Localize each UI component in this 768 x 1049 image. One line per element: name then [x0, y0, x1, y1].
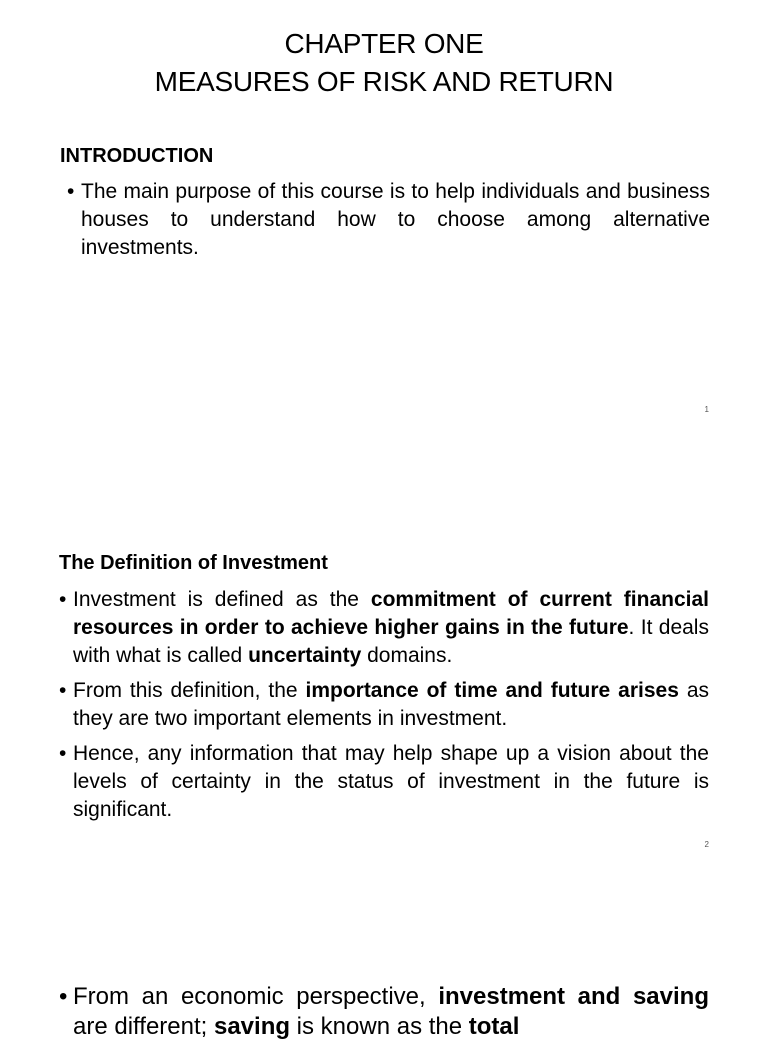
chapter-title: [0, 25, 768, 101]
text-run: Hence, any information that may help shape up a vision about the levels of certainty in the status of investment in the future is significant.: [73, 742, 709, 821]
text-run: From an economic perspective,: [73, 983, 439, 1010]
text-run: From this definition, the: [73, 679, 306, 702]
page-number: 1: [704, 405, 709, 414]
bullet-icon: •: [59, 983, 68, 1010]
text-run: as they are two important elements in investment.: [73, 679, 709, 730]
list-item: [59, 740, 709, 824]
slide-3: [0, 864, 768, 1040]
bold-text: investment and saving: [438, 983, 709, 1010]
text-run: Investment is defined as the: [73, 588, 371, 611]
title-line-2: MEASURES OF RISK AND RETURN: [154, 66, 614, 97]
text-run: is known as the: [290, 1013, 469, 1040]
bullet-icon: •: [67, 180, 75, 203]
bullet-icon: •: [59, 679, 67, 702]
introduction-heading: INTRODUCTION: [60, 145, 214, 167]
list-item: [59, 586, 709, 670]
list-item: [59, 982, 709, 1042]
slide-1: [0, 0, 768, 432]
list-item: [67, 178, 710, 262]
definition-bullets: [59, 586, 709, 831]
bullet-text: The main purpose of this course is to help individuals and business houses to understand how to choose among alternative investments.: [81, 180, 710, 259]
text-run: domains.: [361, 644, 453, 667]
slide-2: [0, 432, 768, 864]
bullet-icon: •: [59, 742, 67, 765]
bullet-icon: •: [59, 588, 67, 611]
introduction-bullets: [67, 178, 710, 269]
economic-bullets: [59, 982, 709, 1049]
bold-text: saving: [213, 1013, 291, 1040]
bold-text: uncertainty: [248, 644, 362, 667]
title-line-1: CHAPTER ONE: [284, 28, 484, 59]
text-run: . It deals with what is called: [73, 616, 709, 667]
list-item: [59, 677, 709, 733]
bold-text: total: [468, 1013, 520, 1040]
definition-heading: The Definition of Investment: [59, 552, 328, 574]
bold-text: importance of time and future arises: [305, 679, 679, 702]
text-run: are different;: [73, 1013, 214, 1040]
bold-text: commitment of current financial resources in order to achieve higher gains in the future: [73, 588, 709, 639]
page-number: 2: [704, 840, 709, 849]
